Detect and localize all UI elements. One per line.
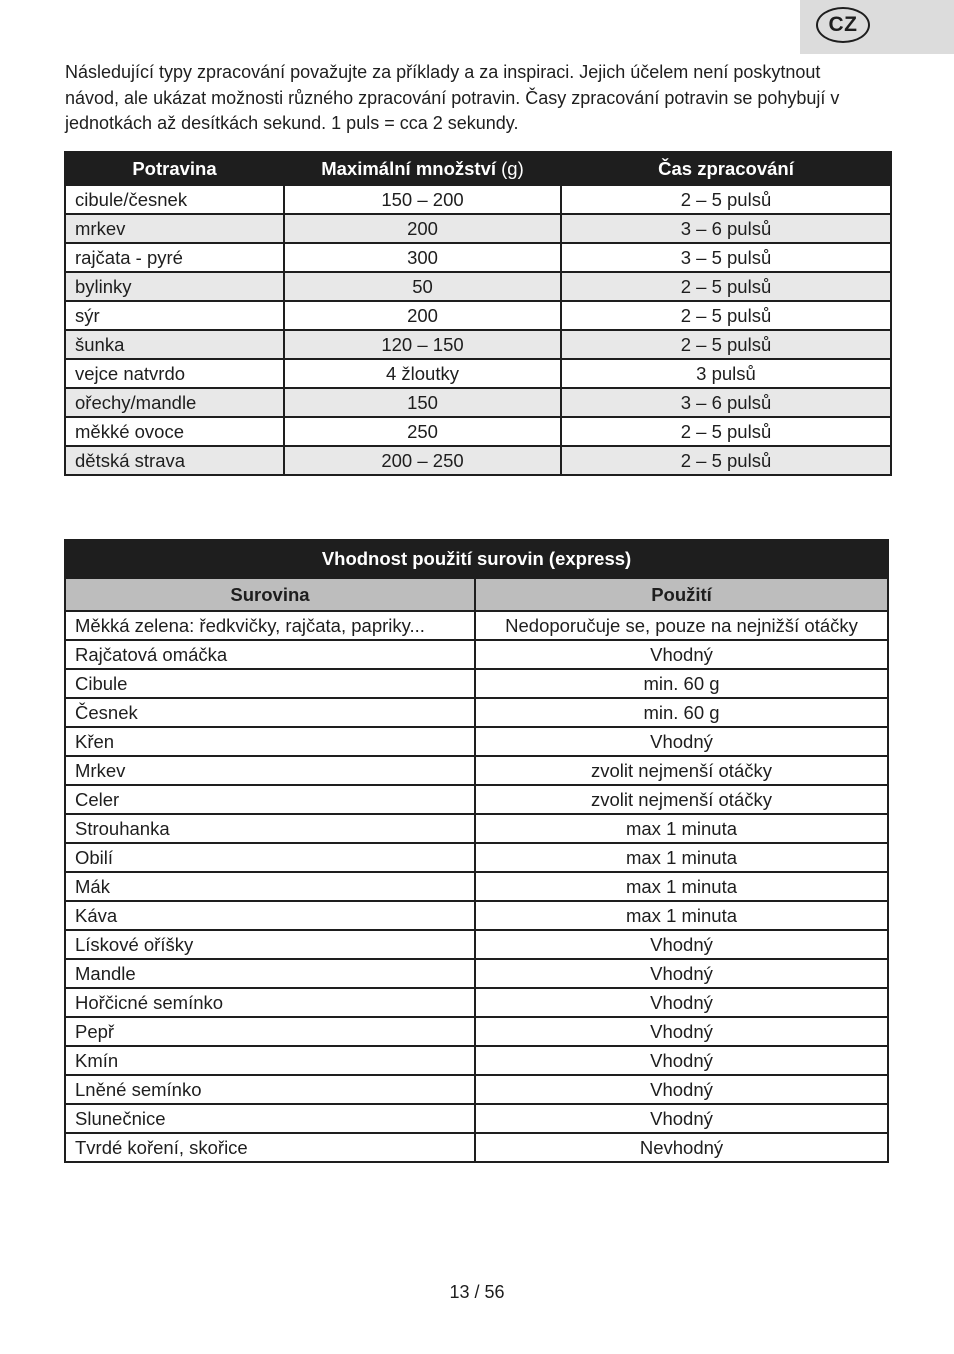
usage-cell: Vhodný xyxy=(475,727,888,756)
usage-cell: Vhodný xyxy=(475,1104,888,1133)
food-cell: měkké ovoce xyxy=(65,417,284,446)
table-row xyxy=(65,1075,888,1104)
time-cell: 2 – 5 pulsů xyxy=(561,417,891,446)
suitability-table-title-row xyxy=(65,540,888,578)
table-row xyxy=(65,417,891,446)
usage-cell: Vhodný xyxy=(475,930,888,959)
usage-cell: max 1 minuta xyxy=(475,843,888,872)
table-row xyxy=(65,359,891,388)
ingredient-cell: Měkká zelena: ředkvičky, rajčata, papriky... xyxy=(65,611,475,640)
time-cell: 2 – 5 pulsů xyxy=(561,301,891,330)
table-row xyxy=(65,959,888,988)
table-row xyxy=(65,330,891,359)
food-cell: ořechy/mandle xyxy=(65,388,284,417)
table-row xyxy=(65,843,888,872)
table-row xyxy=(65,185,891,214)
header-time: Čas zpracování xyxy=(561,152,891,185)
table-row xyxy=(65,388,891,417)
ingredient-cell: Mrkev xyxy=(65,756,475,785)
amount-cell: 150 – 200 xyxy=(284,185,561,214)
amount-cell: 150 xyxy=(284,388,561,417)
time-cell: 3 – 5 pulsů xyxy=(561,243,891,272)
table-row xyxy=(65,814,888,843)
table-row xyxy=(65,988,888,1017)
table-row xyxy=(65,727,888,756)
usage-cell: max 1 minuta xyxy=(475,901,888,930)
ingredient-cell: Pepř xyxy=(65,1017,475,1046)
ingredient-cell: Obilí xyxy=(65,843,475,872)
time-cell: 3 – 6 pulsů xyxy=(561,214,891,243)
table-row xyxy=(65,1046,888,1075)
table-row xyxy=(65,214,891,243)
food-cell: sýr xyxy=(65,301,284,330)
header-usage: Použití xyxy=(475,578,888,611)
processing-table xyxy=(64,151,892,476)
header-food: Potravina xyxy=(65,152,284,185)
ingredient-cell: Křen xyxy=(65,727,475,756)
language-badge: CZ xyxy=(816,7,870,43)
header-amount xyxy=(284,152,561,185)
amount-cell: 250 xyxy=(284,417,561,446)
amount-cell: 4 žloutky xyxy=(284,359,561,388)
food-cell: vejce natvrdo xyxy=(65,359,284,388)
table-row xyxy=(65,901,888,930)
usage-cell: Vhodný xyxy=(475,640,888,669)
time-cell: 2 – 5 pulsů xyxy=(561,330,891,359)
ingredient-cell: Česnek xyxy=(65,698,475,727)
processing-table-header xyxy=(65,152,891,185)
amount-cell: 300 xyxy=(284,243,561,272)
ingredient-cell: Hořčicné semínko xyxy=(65,988,475,1017)
ingredient-cell: Rajčatová omáčka xyxy=(65,640,475,669)
food-cell: cibule/česnek xyxy=(65,185,284,214)
time-cell: 3 – 6 pulsů xyxy=(561,388,891,417)
amount-cell: 200 – 250 xyxy=(284,446,561,475)
food-cell: rajčata - pyré xyxy=(65,243,284,272)
language-tab xyxy=(800,0,954,54)
table-row xyxy=(65,1104,888,1133)
usage-cell: min. 60 g xyxy=(475,698,888,727)
suitability-table-title: Vhodnost použití surovin (express) xyxy=(65,540,888,578)
table-row xyxy=(65,756,888,785)
usage-cell: min. 60 g xyxy=(475,669,888,698)
ingredient-cell: Slunečnice xyxy=(65,1104,475,1133)
suitability-table xyxy=(64,539,889,1163)
table-row xyxy=(65,446,891,475)
amount-cell: 120 – 150 xyxy=(284,330,561,359)
page-number: 13 / 56 xyxy=(449,1282,505,1302)
ingredient-cell: Kmín xyxy=(65,1046,475,1075)
suitability-table-header xyxy=(65,578,888,611)
ingredient-cell: Cibule xyxy=(65,669,475,698)
time-cell: 3 pulsů xyxy=(561,359,891,388)
ingredient-cell: Mák xyxy=(65,872,475,901)
usage-cell: max 1 minuta xyxy=(475,814,888,843)
table-row xyxy=(65,698,888,727)
time-cell: 2 – 5 pulsů xyxy=(561,185,891,214)
table-row xyxy=(65,1133,888,1162)
header-amount-unit: (g) xyxy=(501,157,524,179)
food-cell: bylinky xyxy=(65,272,284,301)
usage-cell: max 1 minuta xyxy=(475,872,888,901)
ingredient-cell: Celer xyxy=(65,785,475,814)
table-row xyxy=(65,785,888,814)
amount-cell: 200 xyxy=(284,214,561,243)
table-row xyxy=(65,243,891,272)
table-row xyxy=(65,872,888,901)
ingredient-cell: Mandle xyxy=(65,959,475,988)
ingredient-cell: Tvrdé koření, skořice xyxy=(65,1133,475,1162)
table-row xyxy=(65,930,888,959)
amount-cell: 50 xyxy=(284,272,561,301)
usage-cell: Vhodný xyxy=(475,988,888,1017)
usage-cell: zvolit nejmenší otáčky xyxy=(475,785,888,814)
usage-cell: zvolit nejmenší otáčky xyxy=(475,756,888,785)
usage-cell: Nevhodný xyxy=(475,1133,888,1162)
table-row xyxy=(65,272,891,301)
food-cell: šunka xyxy=(65,330,284,359)
intro-paragraph: Následující typy zpracování považujte za příklady a za inspiraci. Jejich účelem není poskytnout návod, ale ukázat možnosti různého zpracování potravin. Časy zpracování potravin se pohybují v jednotkách až desítkách sekund. 1 puls = cca 2 sekundy. xyxy=(65,62,840,133)
usage-cell: Vhodný xyxy=(475,959,888,988)
header-amount-label: Maximální množství xyxy=(321,157,496,179)
ingredient-cell: Lněné semínko xyxy=(65,1075,475,1104)
ingredient-cell: Strouhanka xyxy=(65,814,475,843)
usage-cell: Vhodný xyxy=(475,1075,888,1104)
time-cell: 2 – 5 pulsů xyxy=(561,446,891,475)
table-row xyxy=(65,669,888,698)
table-row xyxy=(65,640,888,669)
food-cell: dětská strava xyxy=(65,446,284,475)
amount-cell: 200 xyxy=(284,301,561,330)
ingredient-cell: Lískové oříšky xyxy=(65,930,475,959)
food-cell: mrkev xyxy=(65,214,284,243)
usage-cell: Vhodný xyxy=(475,1046,888,1075)
table-row xyxy=(65,301,891,330)
usage-cell: Nedoporučuje se, pouze na nejnižší otáčky xyxy=(475,611,888,640)
table-row xyxy=(65,1017,888,1046)
ingredient-cell: Káva xyxy=(65,901,475,930)
time-cell: 2 – 5 pulsů xyxy=(561,272,891,301)
table-row xyxy=(65,611,888,640)
usage-cell: Vhodný xyxy=(475,1017,888,1046)
header-ingredient: Surovina xyxy=(65,578,475,611)
